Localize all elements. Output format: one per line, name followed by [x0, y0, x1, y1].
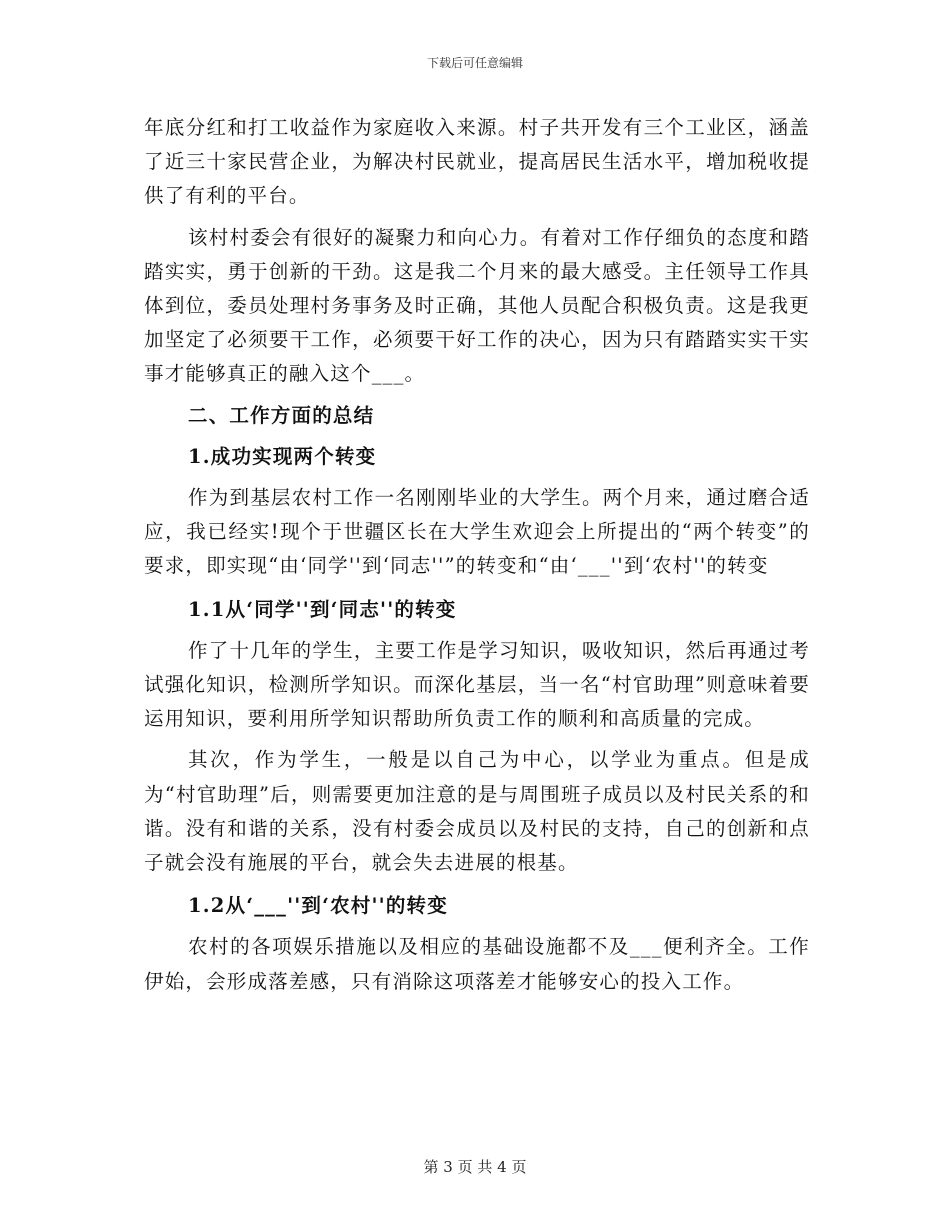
paragraph-secondly: 其次，作为学生，一般是以自己为中心，以学业为重点。但是成为“村官助理”后，则需要更加注意的是与周围班子成员以及村民关系的和谐。没有和谐的关系，没有村委会成员以及村民的支持，自己的创新和点子就会没有施展的平台，就会失去进展的根基。 — [144, 748, 810, 875]
paragraph-student-work: 作了十几年的学生，主要工作是学习知识，吸收知识，然后再通过考试强化知识，检测所学知识。而深化基层，当一名“村官助理”则意味着要运用知识，要利用所学知识帮助所负责工作的顺利和高质量的完成。 — [144, 638, 810, 731]
section-heading-work-summary: 二、工作方面的总结 — [188, 403, 375, 427]
paragraph-income-source: 年底分红和打工收益作为家庭收入来源。村子共开发有三个工业区，涵盖了近三十家民营企业，为解决村民就业，提高居民生活水平，增加税收提供了有利的平台。 — [144, 116, 810, 208]
paragraph-two-transitions: 作为到基层农村工作一名刚刚毕业的大学生。两个月来，通过磨合适应，我已经实!现个于世疆区长在大学生欢迎会上所提出的“两个转变”的要求，即实现“由‘同学''到‘同志''”的转变和“由‘___''到‘农村''的转变 — [144, 486, 810, 578]
subheading-to-countryside: 1.2从‘___''到‘农村''的转变 — [188, 894, 448, 918]
subheading-two-transitions: 1.成功实现两个转变 — [188, 444, 377, 468]
paragraph-countryside: 农村的各项娱乐措施以及相应的基础设施都不及___便利齐全。工作伊始，会形成落差感，只有消除这项落差才能够安心的投入工作。 — [144, 935, 810, 993]
page-footer-number: 第 3 页 共 4 页 — [423, 1158, 527, 1176]
page-header-note: 下载后可任意编辑 — [426, 56, 523, 70]
document-body — [144, 111, 810, 999]
paragraph-committee: 该村村委会有很好的凝聚力和向心力。有着对工作仔细负的态度和踏踏实实，勇于创新的干劲。这是我二个月来的最大感受。主任领导工作具体到位，委员处理村务事务及时正确，其他人员配合积极负责。这是我更加坚定了必须要干工作，必须要干好工作的决心，因为只有踏踏实实干实事才能够真正的融入这个___。 — [144, 225, 810, 386]
subheading-classmate-to-comrade: 1.1从‘同学''到‘同志''的转变 — [188, 597, 457, 621]
